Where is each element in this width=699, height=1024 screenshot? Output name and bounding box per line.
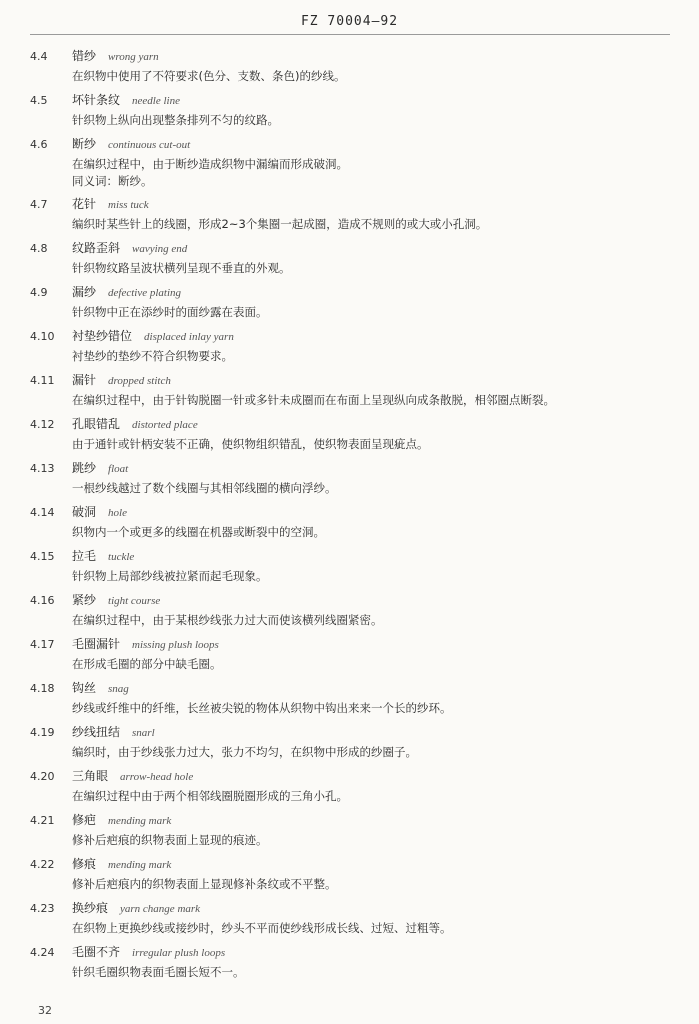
- term-english: wrong yarn: [108, 51, 159, 63]
- entry-heading: [30, 856, 171, 872]
- entry-definition: 一根纱线越过了数个线圈与其相邻线圈的横向浮纱。: [72, 481, 337, 495]
- term-english: continuous cut-out: [108, 139, 191, 151]
- term-chinese: 漏针: [72, 373, 97, 387]
- term-english: needle line: [132, 95, 180, 107]
- term-english: hole: [108, 507, 127, 519]
- term-english: tight course: [108, 595, 161, 607]
- term-english: wavying end: [132, 243, 188, 255]
- page-header: FZ 70004—92: [300, 14, 399, 29]
- glossary-entry: [0, 328, 699, 372]
- term-chinese: 断纱: [72, 137, 97, 151]
- entry-heading: [30, 328, 234, 344]
- entry-heading: [30, 284, 181, 300]
- glossary-entry: [0, 240, 699, 284]
- term-english: missing plush loops: [132, 639, 219, 651]
- entry-heading: [30, 592, 160, 608]
- glossary-entry: [0, 48, 699, 92]
- entry-definition: 在编织过程中由于两个相邻线圈脱圈形成的三角小孔。: [72, 789, 348, 803]
- entry-definition: 由于通针或针柄安装不正确，使织物组织错乱，使织物表面呈现疵点。: [72, 437, 429, 451]
- entry-definition: 编织时某些针上的线圈，形成2~3个集圈一起成圈，造成不规则的或大或小孔洞。: [72, 217, 488, 231]
- term-chinese: 修痕: [72, 857, 97, 871]
- term-english: snarl: [132, 727, 155, 739]
- glossary-entry: [0, 812, 699, 856]
- glossary-entry: [0, 284, 699, 328]
- term-chinese: 衬垫纱错位: [72, 329, 133, 343]
- entry-number: 4.19: [30, 726, 55, 739]
- entry-number: 4.5: [30, 94, 48, 107]
- term-chinese: 漏纱: [72, 285, 97, 299]
- term-english: snag: [108, 683, 129, 695]
- entry-definition: 在形成毛圈的部分中缺毛圈。: [72, 657, 222, 671]
- entry-number: 4.15: [30, 550, 55, 563]
- term-english: distorted place: [132, 419, 198, 431]
- term-chinese: 纹路歪斜: [72, 241, 121, 255]
- entry-number: 4.14: [30, 506, 55, 519]
- glossary-entry: [0, 768, 699, 812]
- entry-number: 4.9: [30, 286, 48, 299]
- glossary-entry: [0, 724, 699, 768]
- entry-heading: [30, 240, 187, 256]
- entry-heading: [30, 460, 128, 476]
- term-english: mending mark: [108, 859, 172, 871]
- term-chinese: 跳纱: [72, 461, 97, 475]
- term-english: miss tuck: [108, 199, 149, 211]
- glossary-entry: [0, 136, 699, 196]
- term-chinese: 钩丝: [72, 681, 97, 695]
- term-english: defective plating: [108, 287, 182, 299]
- term-chinese: 紧纱: [72, 593, 97, 607]
- entry-heading: [30, 196, 149, 212]
- entry-number: 4.13: [30, 462, 55, 475]
- glossary-entry: [0, 592, 699, 636]
- entry-number: 4.8: [30, 242, 48, 255]
- glossary-entry: [0, 548, 699, 592]
- entry-number: 4.20: [30, 770, 55, 783]
- entry-definition: 在编织过程中，由于针钩脱圈一针或多针未成圈而在布面上呈现纵向成条散脱，相邻圈点断裂。: [72, 393, 555, 407]
- entry-number: 4.22: [30, 858, 55, 871]
- term-english: dropped stitch: [108, 375, 171, 387]
- entry-definition: 针织物纹路呈波状横列呈现不垂直的外观。: [72, 261, 291, 275]
- glossary-entry: [0, 944, 699, 988]
- entry-definition: 针织物上纵向出现整条排列不匀的纹路。: [72, 113, 279, 127]
- entry-heading: [30, 636, 219, 652]
- glossary-entry: [0, 416, 699, 460]
- term-chinese: 花针: [72, 197, 97, 211]
- entry-heading: [30, 944, 225, 960]
- term-english: yarn change mark: [120, 903, 201, 915]
- entry-heading: [30, 416, 198, 432]
- glossary-entry: [0, 92, 699, 136]
- term-chinese: 错纱: [72, 49, 97, 63]
- entry-definition: 针织物上局部纱线被拉紧而起毛现象。: [72, 569, 268, 583]
- term-chinese: 毛圈漏针: [72, 637, 121, 651]
- header-rule: [30, 34, 670, 35]
- term-chinese: 破洞: [72, 505, 97, 519]
- entry-heading: [30, 812, 171, 828]
- glossary-entry: [0, 856, 699, 900]
- entry-definition: 针织毛圈织物表面毛圈长短不一。: [72, 965, 245, 979]
- term-english: arrow-head hole: [120, 771, 194, 783]
- entry-definition: 修补后疤痕的织物表面上显现的痕迹。: [72, 833, 268, 847]
- term-english: float: [108, 463, 129, 475]
- glossary-entries: [0, 48, 699, 988]
- entry-definition: 在编织过程中，由于某根纱线张力过大而使该横列线圈紧密。: [72, 613, 383, 627]
- entry-heading: [30, 724, 155, 740]
- term-chinese: 修疤: [72, 813, 97, 827]
- term-chinese: 换纱痕: [72, 901, 109, 915]
- entry-number: 4.18: [30, 682, 55, 695]
- entry-definition: 针织物中正在添纱时的面纱露在表面。: [72, 305, 268, 319]
- glossary-entry: [0, 196, 699, 240]
- entry-number: 4.16: [30, 594, 55, 607]
- term-english: displaced inlay yarn: [144, 331, 234, 343]
- entry-heading: [30, 136, 190, 152]
- glossary-entry: [0, 636, 699, 680]
- entry-definition: 修补后疤痕内的织物表面上显现修补条纹或不平整。: [72, 877, 337, 891]
- glossary-entry: [0, 900, 699, 944]
- term-english: tuckle: [108, 551, 135, 563]
- entry-heading: [30, 768, 193, 784]
- glossary-entry: [0, 460, 699, 504]
- term-chinese: 坏针条纹: [72, 93, 121, 107]
- entry-definition: 在编织过程中，由于断纱造成织物中漏编而形成破洞。: [72, 157, 348, 171]
- entry-synonym: 同义词：断纱。: [72, 174, 153, 188]
- term-chinese: 三角眼: [72, 769, 109, 783]
- entry-heading: [30, 548, 134, 564]
- term-english: irregular plush loops: [132, 947, 226, 959]
- term-chinese: 拉毛: [72, 549, 97, 563]
- entry-number: 4.4: [30, 50, 48, 63]
- entry-definition: 纱线或纤维中的纤维，长丝被尖锐的物体从织物中钩出来来一个长的纱环。: [72, 701, 452, 715]
- entry-definition: 在织物中使用了不符要求(色分、支数、条色)的纱线。: [72, 69, 346, 83]
- entry-number: 4.23: [30, 902, 55, 915]
- entry-number: 4.24: [30, 946, 55, 959]
- glossary-entry: [0, 504, 699, 548]
- entry-definition: 织物内一个或更多的线圈在机器或断裂中的空洞。: [72, 525, 325, 539]
- entry-definition: 在织物上更换纱线或接纱时，纱头不平而使纱线形成长线、过短、过粗等。: [72, 921, 452, 935]
- term-chinese: 孔眼错乱: [72, 417, 121, 431]
- glossary-entry: [0, 680, 699, 724]
- entry-heading: [30, 900, 200, 916]
- entry-definition: 衬垫纱的垫纱不符合织物要求。: [72, 349, 233, 363]
- entry-heading: [30, 48, 159, 64]
- entry-heading: [30, 372, 171, 388]
- entry-definition: 编织时，由于纱线张力过大，张力不均匀，在织物中形成的纱圈子。: [72, 745, 417, 759]
- glossary-entry: [0, 372, 699, 416]
- entry-heading: [30, 504, 127, 520]
- entry-number: 4.7: [30, 198, 48, 211]
- entry-number: 4.10: [30, 330, 55, 343]
- entry-heading: [30, 680, 129, 696]
- entry-number: 4.6: [30, 138, 48, 151]
- entry-heading: [30, 92, 180, 108]
- entry-number: 4.12: [30, 418, 55, 431]
- entry-number: 4.17: [30, 638, 55, 651]
- entry-number: 4.11: [30, 374, 55, 387]
- page-number: 32: [38, 1004, 52, 1017]
- term-chinese: 纱线扭结: [72, 725, 121, 739]
- entry-number: 4.21: [30, 814, 55, 827]
- term-english: mending mark: [108, 815, 172, 827]
- term-chinese: 毛圈不齐: [72, 945, 121, 959]
